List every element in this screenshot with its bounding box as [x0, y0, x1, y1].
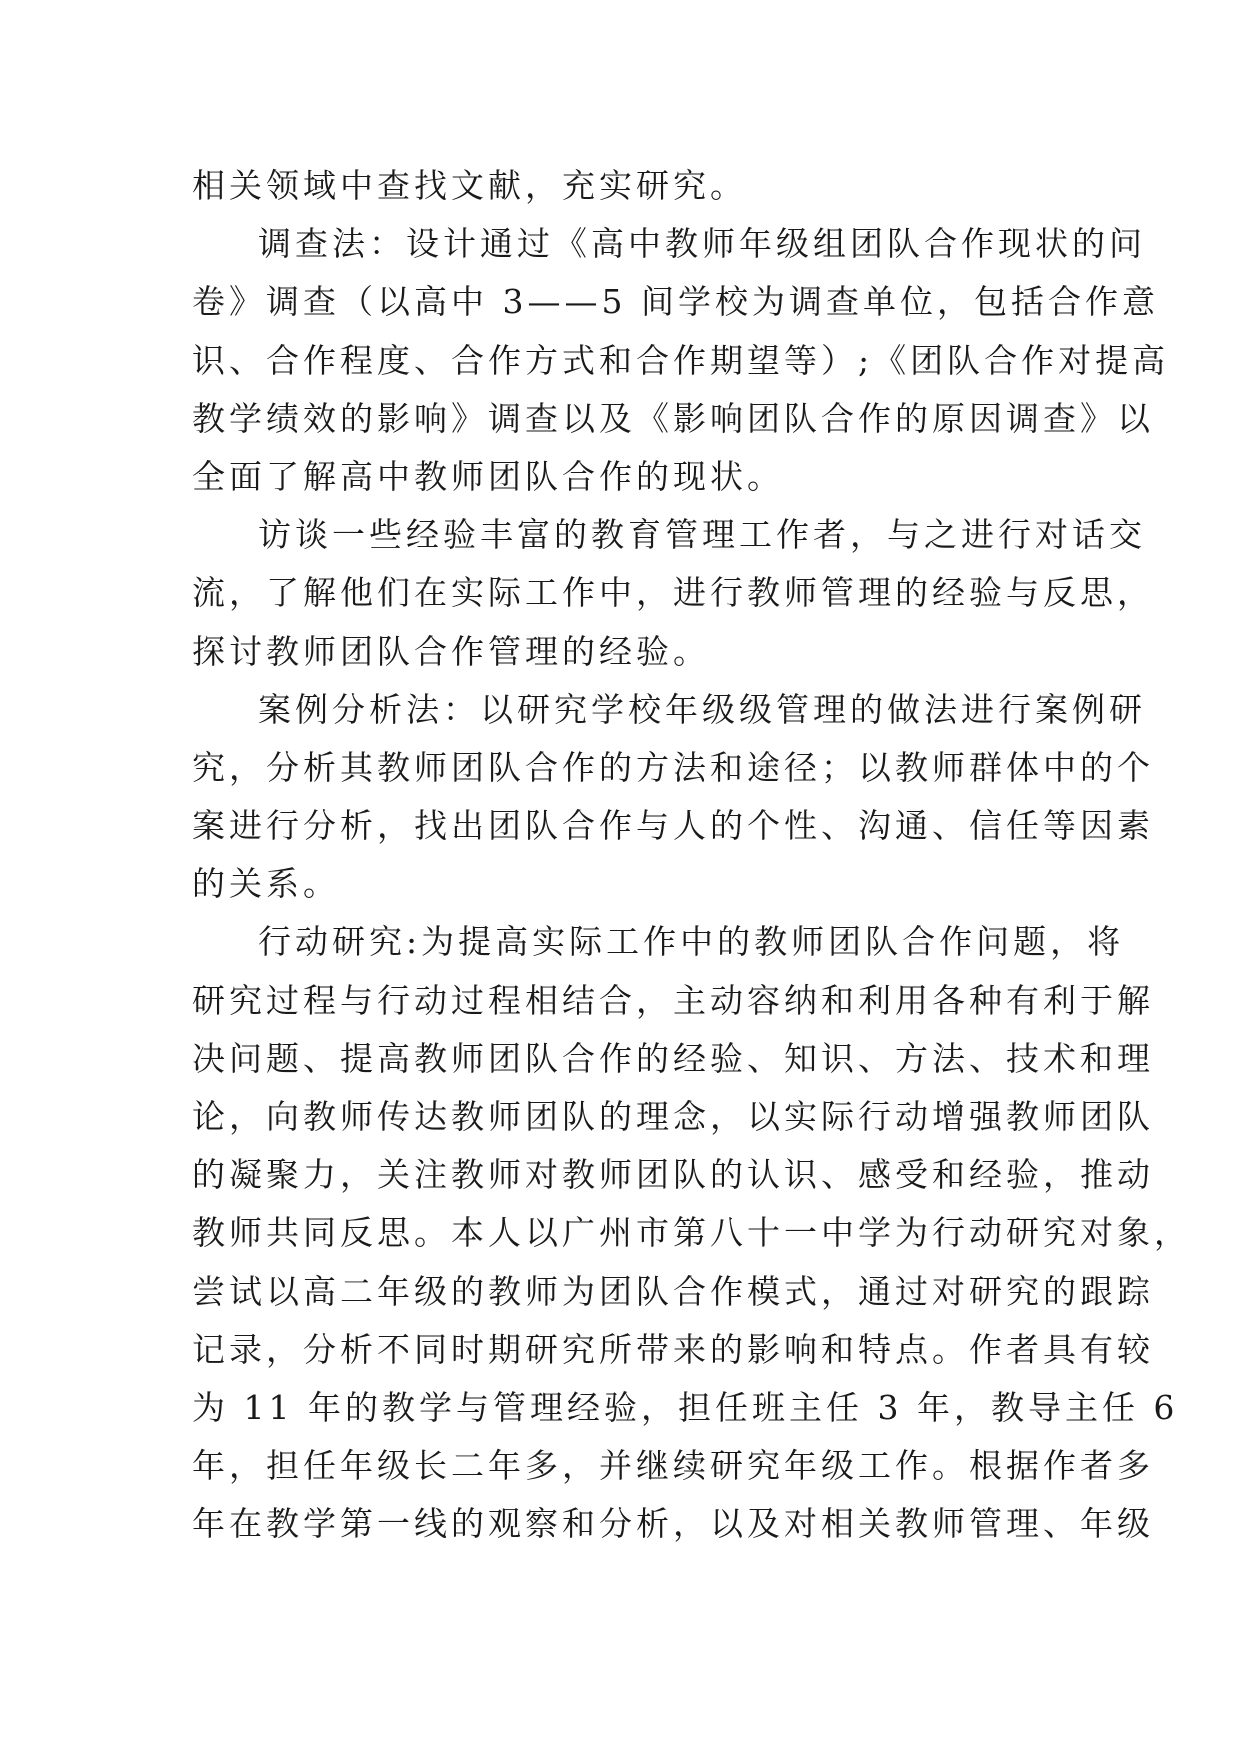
text-line: 论，向教师传达教师团队的理念，以实际行动增强教师团队 — [192, 1097, 1154, 1136]
text-line: 究，分析其教师团队合作的方法和途径；以教师群体中的个 — [192, 747, 1154, 787]
text-line-case-analysis: 案例分析法：以研究学校年级级管理的做法进行案例研 — [258, 689, 1146, 729]
text-line-action-research: 行动研究:为提高实际工作中的教师团队合作问题，将 — [258, 922, 1125, 962]
text-line: 教学绩效的影响》调查以及《影响团队合作的原因调查》以 — [192, 398, 1154, 438]
text-line: 尝试以高二年级的教师为团队合作模式，通过对研究的跟踪 — [192, 1271, 1154, 1311]
text-line: 决问题、提高教师团队合作的经验、知识、方法、技术和理 — [192, 1038, 1154, 1078]
text-line-survey-method: 调查法：设计通过《高中教师年级组团队合作现状的问 — [258, 224, 1146, 264]
text-line: 识、合作程度、合作方式和合作期望等）;《团队合作对提高 — [192, 340, 1170, 380]
text-line: 探讨教师团队合作管理的经验。 — [192, 631, 710, 671]
text-line: 年在教学第一线的观察和分析，以及对相关教师管理、年级 — [192, 1504, 1154, 1544]
text-line: 卷》调查（以高中 3——5 间学校为调查单位，包括合作意 — [192, 282, 1159, 322]
text-line: 全面了解高中教师团队合作的现状。 — [192, 456, 784, 496]
body-text — [192, 157, 1191, 1554]
text-line: 的凝聚力，关注教师对教师团队的认识、感受和经验，推动 — [192, 1155, 1154, 1195]
text-line: 教师共同反思。本人以广州市第八十一中学为行动研究对象， — [192, 1213, 1191, 1253]
text-line: 年，担任年级长二年多，并继续研究年级工作。根据作者多 — [192, 1446, 1154, 1486]
text-line-interview: 访谈一些经验丰富的教育管理工作者，与之进行对话交 — [258, 515, 1146, 555]
text-line: 的关系。 — [192, 864, 340, 904]
text-line: 为 11 年的教学与管理经验，担任班主任 3 年，教导主任 6 — [192, 1387, 1179, 1427]
text-line: 记录，分析不同时期研究所带来的影响和特点。作者具有较 — [192, 1329, 1154, 1369]
text-line: 案进行分析，找出团队合作与人的个性、沟通、信任等因素 — [192, 806, 1154, 846]
text-line: 研究过程与行动过程相结合，主动容纳和利用各种有利于解 — [192, 980, 1154, 1020]
text-line: 流，了解他们在实际工作中，进行教师管理的经验与反思， — [192, 573, 1154, 613]
text-line: 相关领域中查找文献，充实研究。 — [192, 166, 747, 205]
